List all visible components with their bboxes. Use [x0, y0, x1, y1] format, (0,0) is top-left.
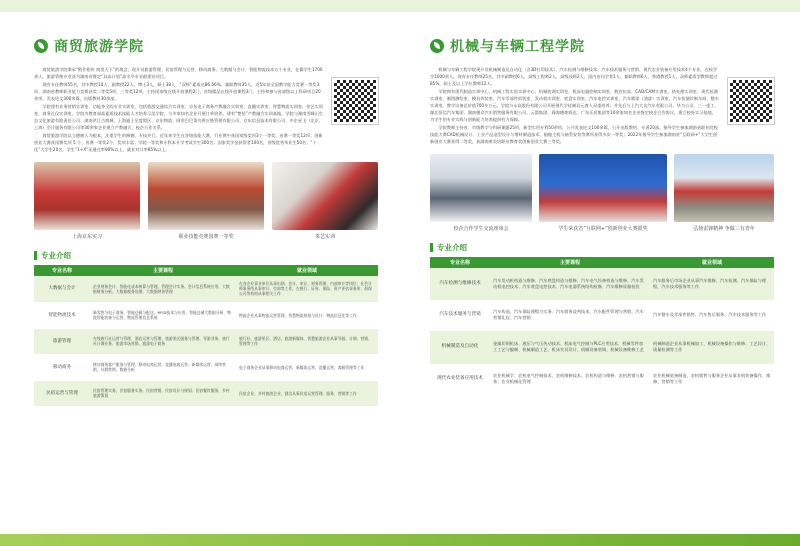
right-page — [430, 36, 774, 395]
table-row — [34, 276, 378, 302]
major-section-header — [430, 242, 774, 253]
photo-item — [674, 154, 774, 232]
section-header — [34, 36, 378, 56]
major-careers: 物流企业从事物流运营管理、智慧物流规划与设计、物流信息化等工作 — [236, 302, 378, 328]
table-row — [34, 354, 378, 380]
major-name: 智能物流技术 — [34, 302, 90, 328]
photo-item — [148, 162, 264, 240]
table-header: 主要课程 — [490, 257, 650, 268]
major-careers: 电子商务企业从事移动电商运营、新媒体运营、直播运营、客服管理等工作 — [236, 354, 378, 380]
photo-caption: 上海京东实习 — [71, 234, 102, 240]
table-row — [430, 300, 774, 330]
photo — [430, 154, 532, 222]
photo — [539, 154, 667, 222]
photo — [148, 162, 264, 230]
table-header: 专业名称 — [34, 265, 90, 276]
college-title: 商贸旅游学院 — [54, 39, 144, 55]
table-row — [34, 302, 378, 328]
table-row — [430, 268, 774, 300]
intro-paragraph: 商贸旅游学院秉承“稻作相传 商贸天下”的理念，现开设旅游管理、民宿管理与运营、移动商务、大数据与会计、智能物流技术五个专业，在籍学生1700余人。旅游管理专业获为湖南省暨定“双高计划”高水平专业群建设项目。 — [34, 67, 323, 79]
major-careers: 旅行社、旅游景区、酒店、旅游新媒体、智慧旅游企业从事导游、计调、营销、管理等工作 — [236, 328, 378, 354]
table-header: 主要课程 — [90, 265, 236, 276]
major-name: 大数据与会计 — [34, 276, 90, 302]
college-intro — [430, 66, 720, 146]
left-page — [34, 36, 378, 407]
intro-paragraph: 商贸旅游学院以立德树人为根本，注重学生的修德、专技并行。近年来学生在各级技能大赛、行业赛中获国家级奖项3个一等奖，省赛一等奖12项；创新创业大赛获国赛奖项 5 个，省赛一等奖2个，奖项丰富；学院一等奖和专科本升学考试学生300名；国家奖学金获得者100名，省级优秀毕业生50名；“十佳”大学生20名。学生“1+X”证通过率90%以上，就业对口率85%以上。 — [34, 133, 323, 152]
intro-paragraph: 机械与车辆工程学院现开设机械制造及自动化（含3D打印技术）、汽车检测与维修技术、汽车技术服务与营销、现代农业装备应用技术4个专业，在校学生1000余人。现有专任教师25名，其中副教授6人，高级工程师2人，高级技师2人，国内访问学者1人；兼职教师6人，香港教授1人，双师素质型教师超过85%，硕士及以上学位教师12人。 — [430, 67, 718, 86]
accent-bar — [34, 251, 37, 260]
section-header — [430, 36, 774, 56]
major-careers: 汽车整车及零部件销售、汽车售后服务、汽车技术服务等工作 — [650, 300, 774, 330]
major-courses: 移动商务客户服务与管理、移动电商运营、直播电商运营、新媒体运营、网络营销、社群营销、数据分析 — [90, 354, 236, 380]
major-courses: 民宿管理实务、民宿服务实务、民宿营销、民宿设计与规划、民宿餐饮服务、乡村旅游策划 — [90, 380, 236, 406]
intro-paragraph: 学院拥有现代制造实训中心、机械工程实验实训中心、机械装调实训室、机床电器控制实训室、数控仿真、CAD/CAM实训室、热处理实训室、现代检测实训室、制图测绘室、模具拆装室、汽车零部件拆装室、发动机实训室、底盘实训室、汽车电控实训室、汽车喷漆（油漆）实训室、汽车检测诊断车间、整车实训室。教学设备总价值700多万元。学院与永高股份有限公司开展现代学徒制双元育人双重培养；并先后与上汽大众汽车有限公司、华为公司、三一重工、湖北恒信汽车集团、湖南德众汽车销售服务有限公司、云箭集团、珠海德豪润达、广东乐居集团等10余家知名企业签定校企合作协议，建立校外实习基地，为学生的专业实践与创新能力培养提供有力保障。 — [430, 89, 719, 122]
college-intro — [34, 66, 324, 154]
photo-caption: 职业技能竞赛国赛一等奖 — [178, 234, 234, 240]
major-careers: 机械制造企业从事机械加工、机械设备操作与维修、工艺设计、质量检测等工作 — [650, 330, 774, 364]
major-courses: 金属切削机床、液压与气压传动技术、机床电气控制与PLC应用技术、机械零件加工工艺与编制、机械制造工艺、机床夹具设计、机械设备装调、机械设备维修工艺 — [490, 330, 650, 364]
major-careers: 汽车服务后市场企业从事汽车维修、汽车检测、汽车保险与理赔、汽车技术服务等工作 — [650, 268, 774, 300]
photo-caption: 学生荣获省“互联网+”创新创业大赛银奖 — [558, 226, 648, 232]
major-courses: 汽车发动机构造与维修、汽车底盘构造与维修、汽车电气设备构造与维修、汽车发动机电控技术、汽车底盘电控技术、汽车电器系统结构检修、汽车维修质量检验 — [490, 268, 650, 300]
major-title: 专业介绍 — [437, 243, 467, 252]
table-header: 专业名称 — [430, 257, 490, 268]
major-name: 旅游管理 — [34, 328, 90, 354]
photo-caption: 茶艺实训 — [314, 234, 335, 240]
major-courses: 汽车构造、汽车保险理赔与实务、汽车商务谈判技术、汽车配件管理与营销、汽车营销礼仪、汽车营销 — [490, 300, 650, 330]
major-table — [34, 265, 378, 407]
photo-caption: 弘扬雷锋精神 争做三有青年 — [693, 226, 755, 232]
photo-item — [430, 154, 532, 232]
table-header: 就业领域 — [236, 265, 378, 276]
college-title: 机械与车辆工程学院 — [450, 39, 585, 55]
intro-paragraph: 学院教师主持省、市级教学与科研课题25项，新型实用专利50余项，公开发表论文100余篇，公开出版教材、专著20部。指导学生参加湖南省职业院校技能大赛CAD机械设计、工业产品造型设计与增材制造技术、船舶主机与轴系安装等赛项获得多次一等奖；2022年指导学生参加湖南省“互联网+”大学生创新创业大赛获得二等奖，获湖南黄炎培职业教育奖创新创业大赛三等奖。 — [430, 125, 718, 144]
photo — [674, 154, 774, 222]
major-table — [430, 257, 774, 395]
photo — [272, 162, 378, 230]
major-courses: 在线旅行社运营与管理、酒店运营与管理、旅游景区服务与管理、导游业务、旅行社计调业务、旅游市场营销、旅游电子商务 — [90, 328, 236, 354]
intro-paragraph: 现有专任教师55名，其中教授10人，副教授22人，博士3人，硕士38人，“双师”素质达86.56%。兼职教师35人。近5年获全国教学能力竞赛一等奖3项，湖南省教师职业能力竞赛获奖二等奖5项、三等奖12项。主持国家级在线开放课程2门，省级精品在线开放课程3门，主持和参与省部级以上科研项目20余项，发表论文300余篇，出版教材30余部。 — [34, 82, 321, 101]
table-row — [34, 380, 378, 406]
major-careers: 农业机械装备制造、农机销售与服务企业从事农机装备操作、维修、营销等工作 — [650, 364, 774, 394]
major-name: 机械制造及自动化 — [430, 330, 490, 364]
major-name: 移动商务 — [34, 354, 90, 380]
leaf-icon — [34, 39, 48, 53]
major-name: 现代农业装备应用技术 — [430, 364, 490, 394]
major-courses: 企业财务会计、智能化成本核算与管理、管理会计实务、会计信息系统应用、大数据财务分析、大数据税务处理、大数据财务管理 — [90, 276, 236, 302]
major-name: 汽车技术服务与营销 — [430, 300, 490, 330]
table-row — [34, 328, 378, 354]
top-decor-band — [0, 0, 800, 12]
major-careers: 民宿企业、乡村旅游企业、酒店从事民宿运营管理、服务、营销等工作 — [236, 380, 378, 406]
qr-code — [332, 78, 378, 124]
major-name: 汽车检测与维修技术 — [430, 268, 490, 300]
intro-paragraph: 学院建有业务营销实训室、功能齐全的专业实训室，包括旅游交通综合实训室、京东电子商务产教融合实训室、直播实训室、智慧物流实训室、茶艺实训室、商务礼仪实训室，学院为教育部高素质技术技能人才培养示范学院，与多家知名企业开展订单培养，建有“楚怡”产教融合实训基地，学院与湖南雪峰山生态文化旅游有限责任公司、湖南洪江古商城、上海迪士尼度假区、京东物流、阿里巴巴菜鸟供应链管理有限公司、京东信息技术有限公司、中企星飞（北京、上海）会计服务有限公司等30余家企业建立产教融合、校企合作关系。 — [34, 104, 324, 130]
photo-item — [539, 154, 667, 232]
leaf-icon — [430, 39, 444, 53]
table-header: 就业领域 — [650, 257, 774, 268]
photo-item — [34, 162, 140, 240]
bottom-decor-band — [0, 534, 800, 546]
table-row — [430, 364, 774, 394]
qr-code — [728, 78, 774, 124]
major-careers: 在各企业事业单位从事出纳、会计、审计、财务管理、内部审计等岗位；在会计师事务所从事审计、咨询等工作，在银行、证券、保险、资产评估事务所、担保公司等机构从事相关工作 — [236, 276, 378, 302]
major-name: 民宿运营与管理 — [34, 380, 90, 406]
photo-caption: 校企合作学生交流座谈会 — [453, 226, 509, 232]
major-section-header — [34, 250, 378, 261]
photo-strip — [430, 154, 774, 232]
photo — [34, 162, 140, 230]
accent-bar — [430, 243, 433, 252]
photo-item — [272, 162, 378, 240]
major-title: 专业介绍 — [41, 251, 71, 260]
major-courses: 新零售与电子商务、智能仓储与配送、RFID技术与应用、智能仓储大数据分析、物流智能装备与运营、物流管理信息系统 — [90, 302, 236, 328]
table-row — [430, 330, 774, 364]
major-courses: 农业机械学、农机电气控制技术、农机维修技术、农机构造与维修、农机营销与服务、农业机械化管理 — [490, 364, 650, 394]
photo-strip — [34, 162, 378, 240]
